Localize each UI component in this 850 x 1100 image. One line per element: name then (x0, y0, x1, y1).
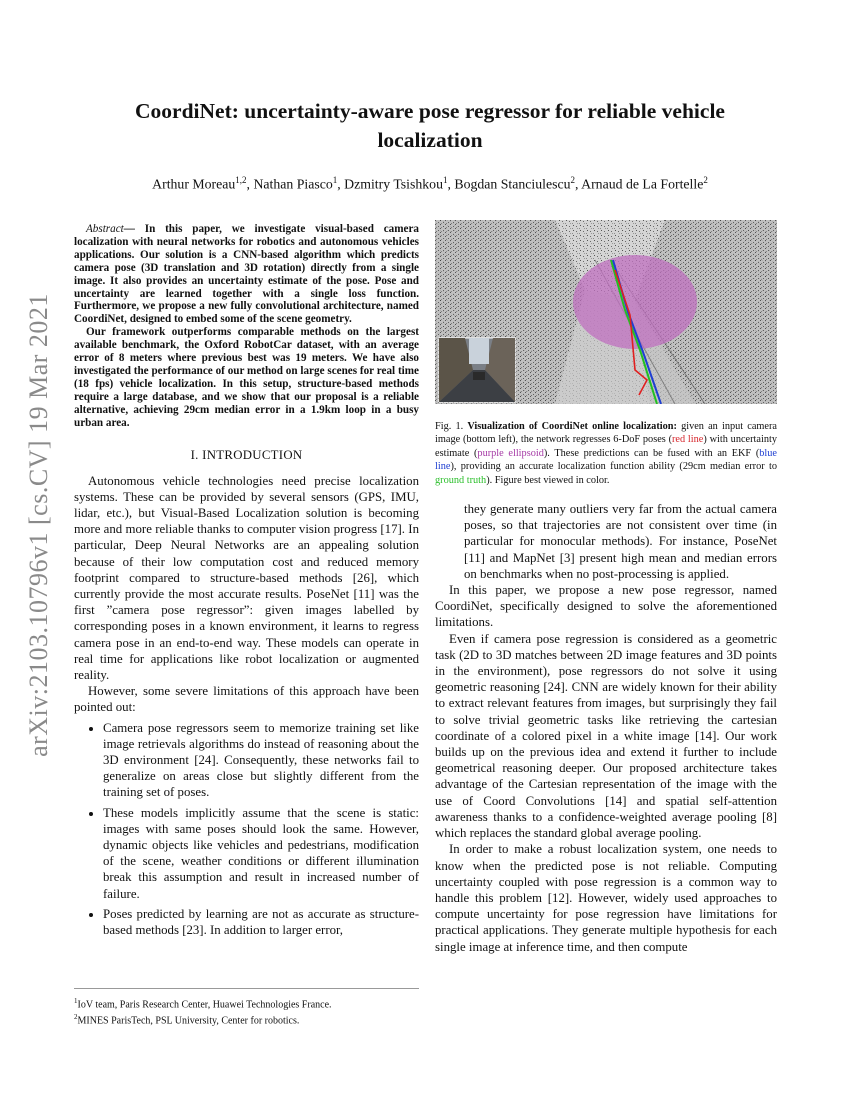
limitation-item: • These models implicitly assume that the scene is static: images with same poses should look the same. However, dynamic objects like vehicles and pedestrians, modification of the scene, weather conditions or different illumination break this assumption and result in increased number of failure. (103, 805, 419, 902)
purple-ellipsoid-label: purple ellipsoid (477, 447, 544, 459)
author-name: Arnaud de La Fortelle (581, 176, 704, 192)
author-name: Bogdan Stanciulescu (454, 176, 571, 192)
red-line-label: red line (672, 434, 704, 446)
footnote-2: $^2$MINES ParisTech, PSL University, Center for robotics. (74, 1013, 300, 1027)
author-affiliation-mark: 1 (442, 175, 448, 185)
right-column-text (435, 501, 777, 955)
limitation-item: • Poses predicted by learning are not as accurate as structure-based methods [23]. In addition to larger error, (103, 906, 419, 938)
abstract-dash: — (123, 223, 145, 235)
paper-title: CoordiNet: uncertainty-aware pose regressor for reliable vehicle localization (135, 99, 725, 152)
author-list: Arthur Moreau$^{1,2}$, Nathan Piasco$^1$, Dzmitry Tsishkou$^1$, Bogdan Stanciulescu$^2$, Arnaud de La Fortelle$^2$ (152, 175, 708, 192)
figure-1-caption (435, 420, 777, 487)
intro-paragraph-5: In order to make a robust localization system, one needs to know when the predicted pose is not reliable. Computing uncertainty coupled with pose regression is a common way to handle this problem [12]. However, widely used approaches to compute uncertainty for pose regression have limitations for practical applications. They generate multiple hypothesis for each single image at inference time, and then compute (435, 842, 777, 954)
author-affiliation-mark: 1,2 (235, 175, 247, 185)
intro-paragraph-1: Autonomous vehicle technologies need precise localization systems. These can be provided by several sensors (GPS, IMU, lidar, etc.), but Visual-Based Localization solution is becoming more and more reliable thanks to computer vision progress [17]. In particular, Deep Neural Networks are an appealing solution because of their low computation cost and reduced memory footprint compared to structure-based methods [26], which currently provide the most accurate results. PoseNet [11] was the first ”camera pose regressor”: given images labelled by corresponding poses in a known environment, it learns to regress camera pose in an end-to-end way. These models can operate in real time for applications like robot localization or augmented reality. (74, 473, 419, 682)
right-column (435, 220, 777, 955)
abstract-paragraph-1: In this paper, we investigate visual-based camera localization with neural networks for robotics and autonomous vehicles applications. Our solution is a CNN-based algorithm which predicts camera pose (3D translation and 3D rotation) directly from a single image. It also provides an uncertainty estimate of the pose. Pose and uncertainty are learned together with a single loss function. Furthermore, we propose a new fully convolutional architecture, named CoordiNet, designed to embed some of the scene geometry. (74, 223, 419, 326)
footnotes (74, 988, 419, 1028)
figure-1-image (435, 220, 777, 404)
author-affiliation-mark: 2 (703, 175, 708, 185)
caption-text: ) with uncertainty estimate ( (435, 434, 777, 459)
intro-paragraph-4: Even if camera pose regression is considered as a geometric task (2D to 3D matches between 2D image features and 3D points in the environment), pose regressors do not solve it using geometric reasoning [24]. CNN are widely known for their ability to extract relevant features from images, but surprisingly they fail to solve trivial geometric tasks like retrieving the cartesian coordinate of a colored pixel in a white image [14]. Our work builds up on the previous idea and extend it further to include geometrical reasoning deeper. Our proposed architecture takes advantage of the Cartesian representation of the image with the use of Coord Convolutions [14] and spatial self-attention awareness thanks to a confidence-weighted average pooling [8] which replaces the standard global average pooling. (435, 631, 777, 841)
author-name: Nathan Piasco (253, 176, 333, 192)
abstract-paragraph-2: Our framework outperforms comparable methods on the largest available benchmark, the Oxford RobotCar dataset, with an average error of 8 meters where previous best was 19 meters. We have also investigated the performance of our method on large scenes for real time (18 fps) vehicle localization. In this setup, structure-based methods require a large database, and we show that our proposal is a reliable alternative, achieving 29cm median error in a 1.9km loop in a busy urban area. (74, 326, 419, 429)
caption-text: ), providing an accurate localization function ability (29cm median error to (450, 461, 777, 473)
author-name: Arthur Moreau (152, 176, 236, 192)
limitation-item-continued: they generate many outliers very far from the actual camera poses, so that trajectories are not consistent over time (in particular for monocular methods). For instance, PoseNet [11] and MapNet [3] present high mean and median errors on benchmarks when no post-processing is applied. (464, 502, 777, 581)
footnote-1: $^1$IoV team, Paris Research Center, Huawei Technologies France. (74, 997, 332, 1011)
caption-text: ). Figure best viewed in color. (486, 474, 610, 486)
caption-text: ). These predictions can be fused with an EKF ( (543, 447, 760, 459)
introduction-text (74, 473, 419, 716)
intro-paragraph-2: However, some severe limitations of this approach have been pointed out: (74, 684, 419, 715)
intro-paragraph-3: In this paper, we propose a new pose regressor, named CoordiNet, specifically designed to solve the aforementioned limitations. (435, 583, 777, 630)
caption-text: given an input camera image (bottom left), the network regresses 6-DoF poses ( (435, 421, 778, 446)
abstract-label: Abstract (86, 223, 124, 235)
ground-truth-label: ground truth (435, 474, 487, 486)
blue-line-label: blue line (435, 447, 777, 473)
localization-visualization (435, 220, 777, 404)
section-heading-introduction: I. INTRODUCTION (190, 447, 303, 462)
left-column (74, 223, 419, 942)
figure-label: Fig. 1. (435, 421, 464, 432)
author-affiliation-mark: 1 (332, 175, 338, 185)
author-name: Dzmitry Tsishkou (344, 176, 443, 192)
abstract (74, 223, 419, 430)
arxiv-sidebar-stamp (14, 290, 64, 760)
arxiv-id: arXiv:2103.10796v1 [cs.CV] 19 Mar 2021 (24, 293, 53, 757)
limitations-list (74, 720, 419, 939)
limitation-item: • Camera pose regressors seem to memorize training set like image retrievals algorithms do instead of reasoning about the 3D environment [24]. Consequently, these networks fail to generalize on areas close but slightly different from the training set of poses. (103, 720, 419, 801)
figure-caption-title: Visualization of CoordiNet online localization: (467, 421, 677, 432)
author-affiliation-mark: 2 (570, 175, 575, 185)
